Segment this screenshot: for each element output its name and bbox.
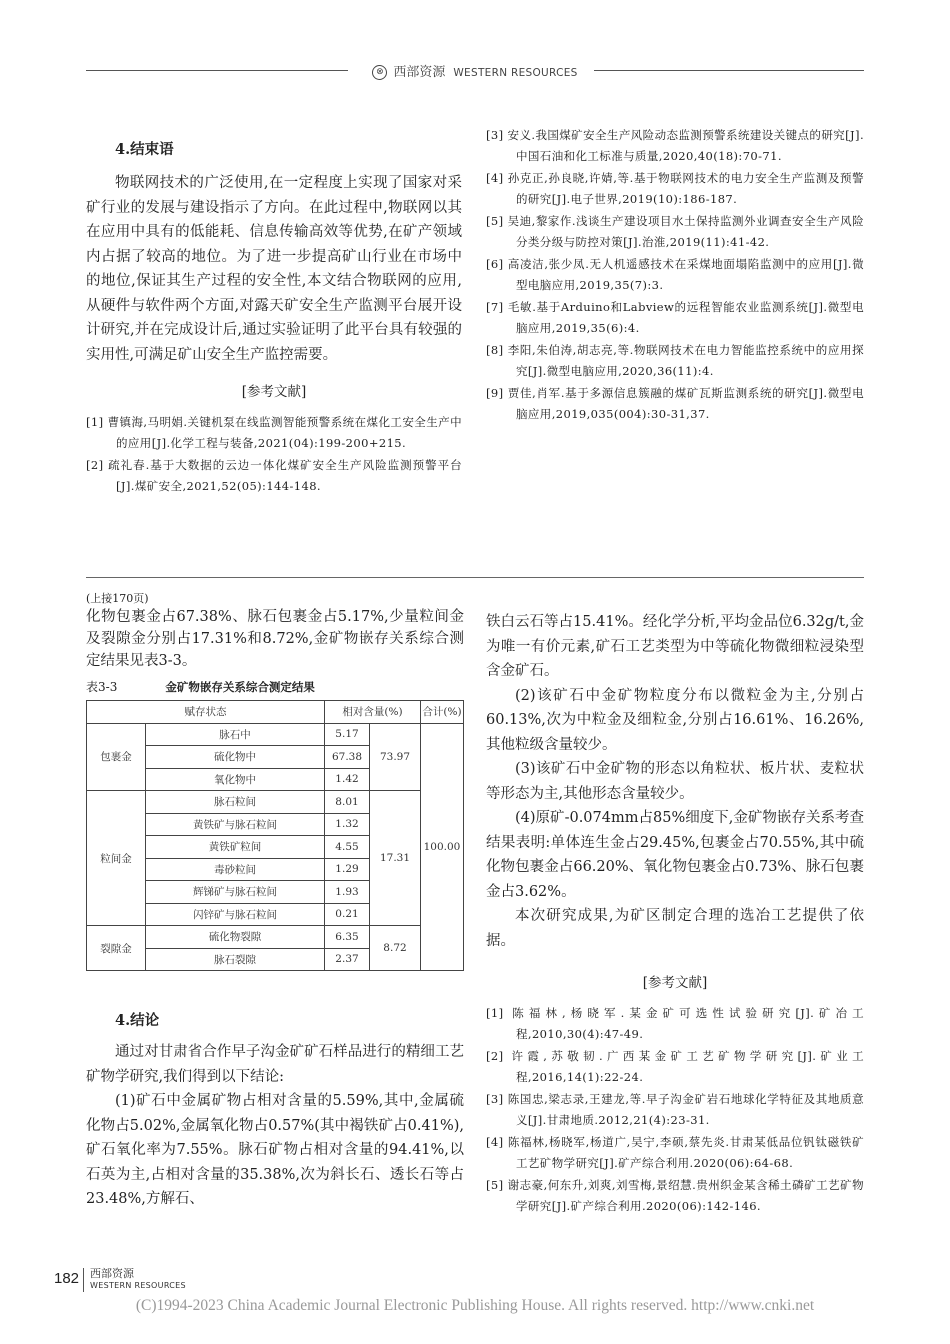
reference-item: [3] 安义.我国煤矿安全生产风险动态监测预警系统建设关键点的研究[J].中国石油和化工标准与质量,2020,40(18):70-71. bbox=[486, 128, 864, 163]
references-heading: [参考文献] bbox=[241, 384, 307, 400]
reference-item: [4] 陈福林,杨晓军,杨道广,吴宁,李硕,蔡先炎.甘肃某低品位钒钛磁铁矿工艺矿物学研究[J].矿产综合利用.2020(06):64-68. bbox=[486, 1135, 864, 1170]
reference-item: [2] 疏礼春.基于大数据的云边一体化煤矿安全生产风险监测预警平台[J].煤矿安全,2021,52(05):144-148. bbox=[86, 458, 462, 493]
section-heading-conclusions: 4.结论 bbox=[115, 1012, 160, 1029]
occurrence-state-cell: 黄铁矿粒间 bbox=[146, 836, 325, 859]
relative-content-cell: 5.17 bbox=[325, 723, 370, 746]
occurrence-state-cell: 脉石粒间 bbox=[146, 791, 325, 814]
conclusion-point-3: (3)该矿石中金矿物的形态以角粒状、板片状、麦粒状等形态为主,其他形态含量较少。 bbox=[486, 761, 864, 802]
occurrence-state-cell: 脉石中 bbox=[146, 723, 325, 746]
reference-item: [3] 陈国忠,梁志录,王建龙,等.早子沟金矿岩石地球化学特征及其地质意义[J].甘肃地质.2012,21(4):23-31. bbox=[486, 1092, 864, 1127]
reference-item: [5] 吴迪,黎家作.浅谈生产建设项目水土保持监测外业调查安全生产风险分类分级与防控对策[J].治淮,2019(11):41-42. bbox=[486, 214, 864, 249]
reference-item: [9] 贾佳,肖军.基于多源信息簇融的煤矿瓦斯监测系统的研究[J].微型电脑应用,2019,035(004):30-31,37. bbox=[486, 386, 864, 421]
reference-item: [8] 李阳,朱伯涛,胡志亮,等.物联网技术在电力智能监控系统中的应用探究[J].微型电脑应用,2020,36(11):4. bbox=[486, 343, 864, 378]
closing-paragraph: 本次研究成果,为矿区制定合理的选冶工艺提供了依据。 bbox=[486, 908, 864, 949]
conclusion-point-2: (2)该矿石中金矿物粒度分布以微粒金为主,分别占60.13%,次为中粒金及细粒金,分别占16.61%、16.26%,其他粒级含量较少。 bbox=[486, 687, 864, 753]
footer-journal-en: WESTERN RESOURCES bbox=[90, 1281, 186, 1290]
occurrence-state-cell: 辉锑矿与脉石粒间 bbox=[146, 881, 325, 904]
occurrence-group-cell: 裂隙金 bbox=[87, 926, 146, 971]
header-journal-cn: 西部资源 bbox=[393, 65, 446, 80]
relative-content-cell: 2.37 bbox=[325, 948, 370, 971]
occurrence-state-cell: 黄铁矿与脉石粒间 bbox=[146, 813, 325, 836]
conclusion-point-4: (4)原矿-0.074mm占85%细度下,金矿物嵌存关系考查结果表明:单体连生金占29.45%,包裹金占70.55%,其中硫化物包裹金占66.20%、氧化物包裹金占0.73%、脉石包裹金占3.62%。 bbox=[486, 810, 864, 900]
reference-item: [7] 毛敏.基于Arduino和Labview的远程智能农业监测系统[J].微型电脑应用,2019,35(6):4. bbox=[486, 300, 864, 335]
header-cell: 赋存状态 bbox=[87, 701, 325, 724]
relative-content-cell: 8.01 bbox=[325, 791, 370, 814]
table-body bbox=[87, 723, 464, 971]
relative-content-cell: 6.35 bbox=[325, 926, 370, 949]
header-cell: 合计(%) bbox=[421, 701, 464, 724]
occurrence-state-cell: 闪锌矿与脉石粒间 bbox=[146, 903, 325, 926]
reference-item: [4] 孙克正,孙良晓,许婧,等.基于物联网技术的电力安全生产监测及预警的研究[J].电子世界,2019(10):186-187. bbox=[486, 171, 864, 206]
group-subtotal-cell: 73.97 bbox=[370, 723, 421, 791]
reference-item: [1] 曹镇海,马明娟.关键机泵在线监测智能预警系统在煤化工安全生产中的应用[J].化学工程与装备,2021(04):199-200+215. bbox=[86, 415, 462, 450]
header-journal-en: WESTERN RESOURCES bbox=[453, 67, 578, 79]
bottom-right-column bbox=[486, 610, 864, 1218]
occurrence-state-cell: 氧化物中 bbox=[146, 768, 325, 791]
group-subtotal-cell: 8.72 bbox=[370, 926, 421, 971]
conclusion-intro-paragraph: 通过对甘肃省合作早子沟金矿矿石样品进行的精细工艺矿物学研究,我们得到以下结论: bbox=[86, 1044, 464, 1085]
section-heading-conclusion: 4.结束语 bbox=[115, 141, 174, 158]
relative-content-cell: 1.93 bbox=[325, 881, 370, 904]
reference-item: [1] 陈福林,杨晓军.某金矿可选性试验研究[J].矿冶工程,2010,30(4):47-49. bbox=[486, 1006, 864, 1041]
group-subtotal-cell: 17.31 bbox=[370, 791, 421, 926]
conclusion-point-1: (1)矿石中金属矿物占相对含量的5.59%,其中,金属硫化物占5.02%,金属氧化物占0.57%(其中褐铁矿占0.41%),矿石氧化率为7.55%。脉石矿物占相对含量的94.41%,以石英为主,占相对含量的35.38%,次为斜长石、透长石等占23.48%,方解石、 bbox=[86, 1093, 464, 1207]
reference-item: [5] 谢志豪,何东升,刘爽,刘雪梅,景绍慧.贵州织金某含稀土磷矿工艺矿物学研究[J].矿产综合利用.2020(06):142-146. bbox=[486, 1178, 864, 1213]
intro-paragraph: 化物包裹金占67.38%、脉石包裹金占5.17%,少量粒间金及裂隙金分别占17.31%和8.72%,金矿物嵌存关系综合测定结果见表3-3。 bbox=[86, 609, 464, 669]
table-number: 表3-3 bbox=[86, 680, 118, 694]
running-header bbox=[0, 61, 950, 80]
section-divider bbox=[86, 577, 864, 578]
occurrence-state-cell: 脉石裂隙 bbox=[146, 948, 325, 971]
table-row bbox=[87, 723, 464, 746]
table-row bbox=[87, 791, 464, 814]
footer-journal-cn: 西部资源 bbox=[90, 1267, 134, 1280]
header-cell: 相对含量(%) bbox=[325, 701, 421, 724]
conclusion-paragraph: 物联网技术的广泛使用,在一定程度上实现了国家对采矿行业的发展与建设指示了方向。在此过程中,物联网以其在应用中具有的低能耗、信息传输高效等优势,在矿产领域内占据了较高的地位。为了进一步提高矿山行业在市场中的地位,保证其生产过程的安全性,本文结合物联网的应用,从硬件与软件两个方面,对露天矿安全生产监测平台展开设计研究,并在完成设计后,通过实验证明了此平台具有较强的实用性,可满足矿山安全生产监控需要。 bbox=[86, 175, 462, 363]
relative-content-cell: 0.21 bbox=[325, 903, 370, 926]
bottom-left-column bbox=[86, 590, 464, 1212]
relative-content-cell: 67.38 bbox=[325, 746, 370, 769]
page-number: 182 bbox=[54, 1270, 80, 1287]
relative-content-cell: 1.32 bbox=[325, 813, 370, 836]
occurrence-state-cell: 硫化物裂隙 bbox=[146, 926, 325, 949]
gold-occurrence-table bbox=[86, 700, 464, 971]
continued-from-note: (上接170页) bbox=[86, 592, 149, 605]
relative-content-cell: 4.55 bbox=[325, 836, 370, 859]
reference-item: [2] 许霞,苏敬韧.广西某金矿工艺矿物学研究[J].矿业工程,2016,14(1):22-24. bbox=[486, 1049, 864, 1084]
references-heading: [参考文献] bbox=[642, 975, 708, 991]
table-title: 金矿物嵌存关系综合测定结果 bbox=[165, 680, 315, 694]
footer-journal-logo bbox=[90, 1268, 186, 1292]
table-caption bbox=[86, 678, 464, 695]
occurrence-state-cell: 毒砂粒间 bbox=[146, 858, 325, 881]
occurrence-group-cell: 粒间金 bbox=[87, 791, 146, 926]
relative-content-cell: 1.42 bbox=[325, 768, 370, 791]
table-row bbox=[87, 926, 464, 949]
continued-paragraph: 铁白云石等占15.41%。经化学分析,平均金品位6.32g/t,金为唯一有价元素,矿石工艺类型为中等硫化物微细粒浸染型含金矿石。 bbox=[486, 614, 864, 679]
footer-divider bbox=[83, 1268, 84, 1292]
relative-content-cell: 1.29 bbox=[325, 858, 370, 881]
occurrence-group-cell: 包裹金 bbox=[87, 723, 146, 791]
grand-total-cell: 100.00 bbox=[421, 723, 464, 971]
top-right-column bbox=[486, 125, 864, 426]
table-header-row bbox=[87, 701, 464, 724]
occurrence-state-cell: 硫化物中 bbox=[146, 746, 325, 769]
top-left-column bbox=[86, 138, 462, 498]
journal-logo-icon: ⊗ bbox=[372, 65, 387, 80]
reference-item: [6] 高凌洁,张少凤.无人机遥感技术在采煤地面塌陷监测中的应用[J].微型电脑应用,2019,35(7):3. bbox=[486, 257, 864, 292]
copyright-watermark: (C)1994-2023 China Academic Journal Electronic Publishing House. All rights reserved. http://www.cnki.net bbox=[135, 1297, 815, 1314]
